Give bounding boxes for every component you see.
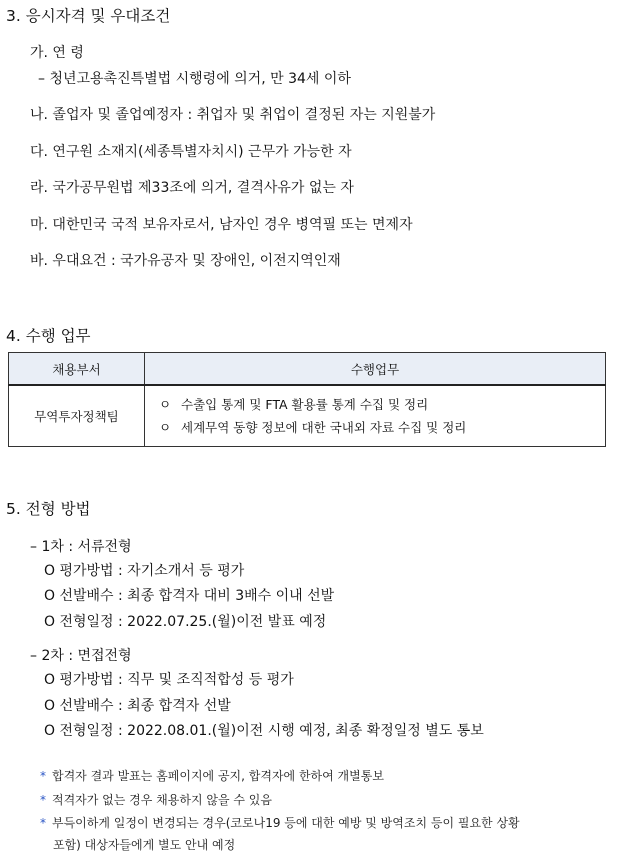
task-text: 세계무역 동향 정보에 대한 국내외 자료 수집 및 정리 <box>181 420 467 435</box>
note-item: * 적격자가 없는 경우 채용하지 않을 수 있음 <box>40 793 272 807</box>
section-5-title: 5. 전형 방법 <box>6 500 91 518</box>
section-4-title: 4. 수행 업무 <box>6 327 91 345</box>
stage1-item: O 평가방법 : 자기소개서 등 평가 <box>44 563 245 579</box>
bullet-icon: ㅇ <box>159 397 172 412</box>
header-department: 채용부서 <box>9 353 145 386</box>
bullet-icon: ㅇ <box>159 420 172 435</box>
stage1-item: O 선발배수 : 최종 합격자 대비 3배수 이내 선발 <box>44 588 335 604</box>
qualification-item-civil-law: 라. 국가공무원법 제33조에 의거, 결격사유가 없는 자 <box>30 180 354 196</box>
qualification-item-location: 다. 연구원 소재지(세종특별자치시) 근무가 가능한 자 <box>30 144 352 160</box>
asterisk-icon: * <box>40 769 46 783</box>
stage2-item: O 선발배수 : 최종 합격자 선발 <box>44 698 231 714</box>
asterisk-icon: * <box>40 816 46 830</box>
header-tasks: 수행업무 <box>145 353 606 386</box>
stage2-item: O 전형일정 : 2022.08.01.(월)이전 시행 예정, 최종 확정일정 별도 통보 <box>44 723 484 739</box>
tasks-cell <box>145 385 606 447</box>
department-cell: 무역투자정책팀 <box>9 385 145 447</box>
qualification-item-preference: 바. 우대요건 : 국가유공자 및 장애인, 이전지역인재 <box>30 253 341 269</box>
stage1-label: – 1차 : 서류전형 <box>30 539 132 555</box>
duty-table-header-row <box>9 353 606 386</box>
stage2-item: O 평가방법 : 직무 및 조직적합성 등 평가 <box>44 672 294 688</box>
note-item-continuation: 포함) 대상자들에게 별도 안내 예정 <box>53 838 236 852</box>
task-item <box>159 416 604 439</box>
qualification-item-graduate: 나. 졸업자 및 졸업예정자 : 취업자 및 취업이 결정된 자는 지원불가 <box>30 107 436 123</box>
table-row <box>9 385 606 447</box>
duty-table <box>8 352 606 447</box>
qualification-item-nationality: 마. 대한민국 국적 보유자로서, 남자인 경우 병역필 또는 면제자 <box>30 217 413 233</box>
task-item <box>159 393 604 416</box>
section-3-title: 3. 응시자격 및 우대조건 <box>6 7 171 25</box>
note-item: * 부득이하게 일정이 변경되는 경우(코로나19 등에 대한 예방 및 방역조치 등이 필요한 상황 <box>40 816 520 830</box>
task-text: 수출입 통계 및 FTA 활용률 통계 수집 및 정리 <box>181 397 429 412</box>
qualification-item-age: 가. 연 령 <box>30 45 84 61</box>
qualification-item-age-detail: – 청년고용촉진특별법 시행령에 의거, 만 34세 이하 <box>38 71 351 87</box>
asterisk-icon: * <box>40 793 46 807</box>
stage2-label: – 2차 : 면접전형 <box>30 648 132 664</box>
note-item: * 합격자 결과 발표는 홈페이지에 공지, 합격자에 한하여 개별통보 <box>40 769 384 783</box>
stage1-item: O 전형일정 : 2022.07.25.(월)이전 발표 예정 <box>44 614 327 630</box>
